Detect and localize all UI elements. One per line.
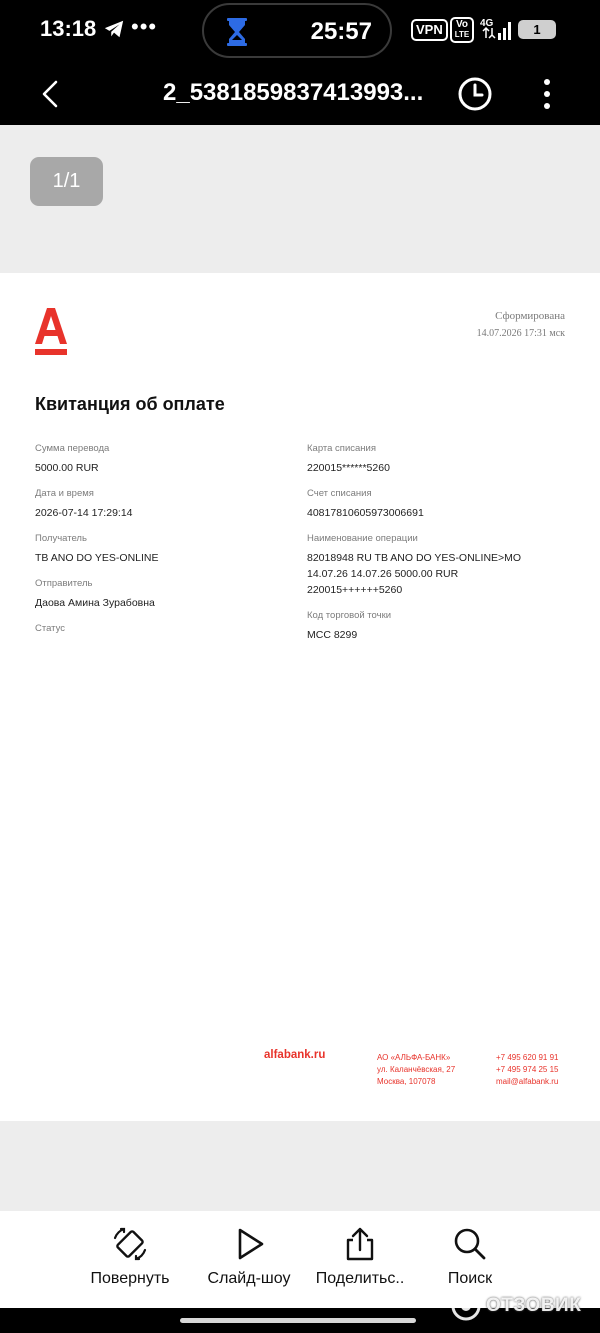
- share-button[interactable]: [305, 1226, 415, 1288]
- status-time: 13:18: [40, 16, 97, 41]
- app-bar: [0, 62, 600, 125]
- field-label: Статус: [35, 623, 66, 634]
- status-bar: [0, 0, 600, 62]
- field-label: Дата и время: [35, 488, 94, 499]
- field-label: Получатель: [35, 533, 87, 544]
- field-label: Код торговой точки: [307, 610, 392, 621]
- file-title: 2_5381859837413993...: [163, 79, 424, 106]
- field-operation: [307, 533, 567, 598]
- field-value: TB ANO DO YES-ONLINE: [35, 552, 159, 564]
- generated-date: 14.07.2026 17:31 мск: [476, 328, 565, 339]
- field-value: 5000.00 RUR: [35, 462, 99, 474]
- right-fields: [307, 443, 567, 655]
- footer-address-line: АО «АЛЬФА-БАНК»: [377, 1053, 451, 1062]
- alfa-bank-logo: [35, 308, 67, 356]
- footer-phone: +7 495 974 25 15: [496, 1065, 559, 1074]
- battery-indicator: 1: [518, 20, 556, 39]
- volte-bottom: LTE: [454, 30, 470, 39]
- vpn-badge: VPN: [411, 19, 448, 41]
- back-arrow-icon[interactable]: [36, 76, 68, 112]
- footer-address: [377, 1052, 455, 1088]
- field-value: Даова Амина Зурабовна: [35, 597, 155, 609]
- field-datetime: [35, 488, 275, 521]
- otzovik-watermark: [450, 1286, 598, 1328]
- document-title: Квитанция об оплате: [35, 394, 225, 414]
- share-icon: [342, 1226, 378, 1262]
- slideshow-button[interactable]: [194, 1226, 304, 1288]
- footer-address-line: Москва, 107078: [377, 1077, 436, 1086]
- search-label: Поиск: [447, 1270, 493, 1287]
- footer-email: mail@alfabank.ru: [496, 1077, 559, 1086]
- left-fields: [35, 443, 275, 647]
- field-value: 220015******5260: [307, 462, 390, 474]
- hourglass-icon: [226, 18, 248, 46]
- field-mcc: [307, 610, 567, 643]
- page-indicator: 1/1: [30, 157, 103, 206]
- rotate-label: Повернуть: [90, 1270, 170, 1287]
- field-value: 40817810605973006691: [307, 507, 424, 519]
- field-amount: [35, 443, 275, 476]
- receipt-document: [0, 273, 600, 1121]
- field-label: Сумма перевода: [35, 443, 110, 454]
- generated-info: [477, 310, 565, 339]
- field-value: 2026-07-14 17:29:14: [35, 507, 133, 519]
- field-value: 82018948 RU TB ANO DO YES-ONLINE>MO 14.07.26 14.07.26 5000.00 RUR 220015++++++5260: [307, 552, 522, 596]
- rotate-icon: [112, 1226, 148, 1262]
- field-label: Карта списания: [307, 443, 376, 454]
- field-label: Наименование операции: [307, 533, 418, 544]
- share-label: Поделитьс..: [315, 1270, 405, 1287]
- field-label: Счет списания: [307, 488, 372, 499]
- volte-top: Vo: [455, 19, 469, 30]
- home-indicator[interactable]: [180, 1318, 416, 1323]
- slideshow-label: Слайд-шоу: [207, 1270, 291, 1287]
- network-type: 4G: [480, 18, 494, 29]
- field-status: [35, 623, 275, 635]
- generated-label: Сформирована: [495, 310, 565, 322]
- footer-contacts: [496, 1052, 559, 1088]
- signal-icon: [480, 16, 514, 42]
- more-notifications-icon: •••: [131, 14, 158, 39]
- rotate-button[interactable]: [75, 1226, 185, 1288]
- footer-website: alfabank.ru: [264, 1049, 326, 1061]
- otzovik-logo-icon: [450, 1290, 482, 1322]
- telegram-icon: [103, 18, 125, 40]
- clock-icon[interactable]: [455, 74, 495, 114]
- field-card: [307, 443, 567, 476]
- play-icon: [231, 1226, 267, 1262]
- footer-address-line: ул. Каланчёвская, 27: [377, 1065, 456, 1074]
- watermark-text: ОТЗОВИК: [486, 1295, 582, 1316]
- more-vertical-icon[interactable]: [532, 74, 562, 114]
- timer-value: 25:57: [310, 18, 372, 45]
- footer-phone: +7 495 620 91 91: [496, 1053, 559, 1062]
- field-label: Отправитель: [35, 578, 93, 589]
- timer-pill[interactable]: [202, 3, 392, 58]
- field-sender: [35, 578, 275, 611]
- field-account: [307, 488, 567, 521]
- search-button[interactable]: [415, 1226, 525, 1288]
- search-icon: [452, 1226, 488, 1262]
- field-recipient: [35, 533, 275, 566]
- volte-badge: [450, 17, 474, 43]
- field-value: MCC 8299: [307, 629, 358, 641]
